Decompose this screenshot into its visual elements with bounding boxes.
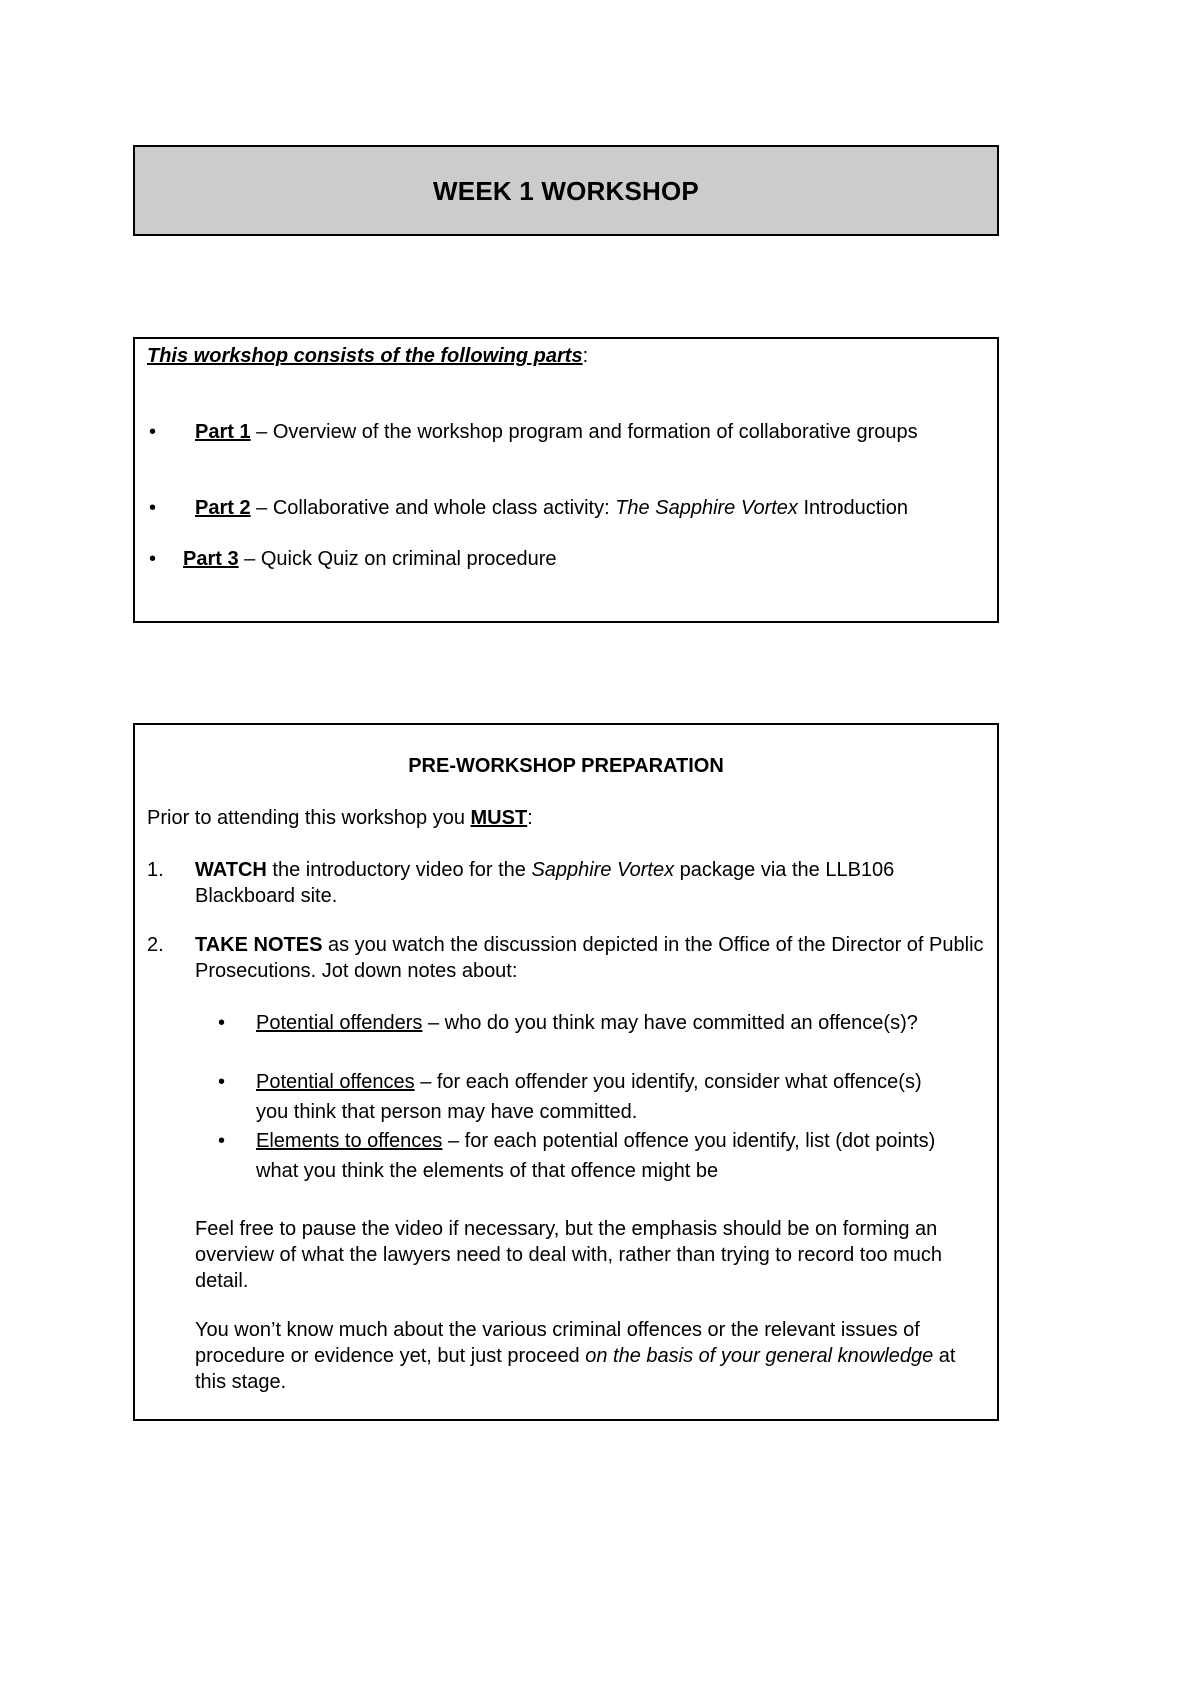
part-label: Part 2 (195, 497, 251, 519)
part-item-1: • Part 1 – Overview of the workshop program and formation of collaborative groups (149, 421, 918, 443)
notes-bullet-elements: • Elements to offences – for each potential offence you identify, list (dot points) what you think the elements of that offence might be (256, 1126, 937, 1186)
general-knowledge-note: You won’t know much about the various criminal offences or the relevant issues of procedure or evidence yet, but just proceed on the basis of your general knowledge at this stage. (195, 1319, 956, 1393)
pause-note: Feel free to pause the video if necessary, but the emphasis should be on forming an overview of what the lawyers need to deal with, rather than trying to record too much detail. (195, 1218, 943, 1292)
part-item-3: • Part 3 – Quick Quiz on criminal procedure (149, 548, 557, 570)
prior-line: Prior to attending this workshop you MUST: (147, 807, 533, 829)
title-box (133, 145, 999, 236)
bullet-icon: • (149, 548, 157, 570)
bullet-icon: • (218, 1071, 226, 1093)
prep-title: PRE-WORKSHOP PREPARATION (408, 755, 724, 777)
step-2: 2. TAKE NOTES as you watch the discussion depicted in the Office of the Director of Public Prosecutions. Jot down notes about: (147, 934, 984, 982)
bullet-icon: • (149, 497, 157, 519)
step-number: 2. (147, 934, 164, 956)
parts-heading: This workshop consists of the following parts: (147, 345, 589, 367)
page-title: WEEK 1 WORKSHOP (433, 175, 699, 206)
step-1: 1. WATCH the introductory video for the Sapphire Vortex package via the LLB106 Blackboard site. (147, 859, 895, 907)
pre-workshop-box (133, 723, 999, 1421)
part-item-2: • Part 2 – Collaborative and whole class activity: The Sapphire Vortex Introduction (149, 497, 908, 519)
step-number: 1. (147, 859, 164, 881)
part-label: Part 3 (183, 548, 239, 570)
notes-bullet-offences: • Potential offences – for each offender you identify, consider what offence(s) you think that person may have committed. (256, 1067, 937, 1127)
notes-bullet-offenders: • Potential offenders – who do you think may have committed an offence(s)? (256, 1008, 937, 1038)
bullet-icon: • (218, 1012, 226, 1034)
bullet-icon: • (218, 1130, 226, 1152)
bullet-icon: • (149, 421, 157, 443)
part-label: Part 1 (195, 421, 251, 443)
workshop-parts-box (133, 337, 999, 623)
must-emphasis: MUST (470, 807, 528, 829)
